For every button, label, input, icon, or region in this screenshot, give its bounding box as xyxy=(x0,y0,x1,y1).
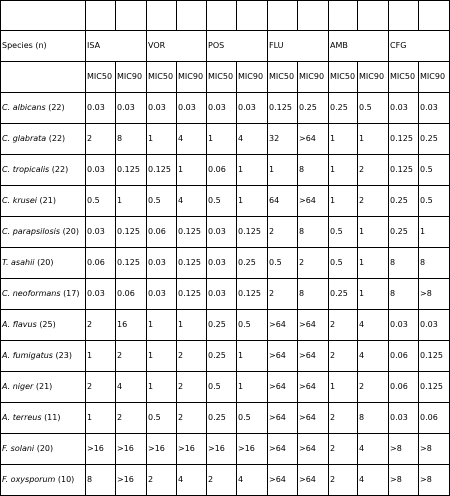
mic-subheader: MIC50 xyxy=(268,62,298,93)
species-cell xyxy=(1,155,86,186)
species-epithet: oxysporum xyxy=(10,475,56,484)
mic-value-cell: 1 xyxy=(329,124,358,155)
mic-value-cell: 0.03 xyxy=(207,279,237,310)
species-cell xyxy=(1,372,86,403)
mic-value-cell: >16 xyxy=(237,434,268,465)
mic-value-cell: 8 xyxy=(298,279,329,310)
species-epithet: albicans xyxy=(12,103,46,112)
mic-value-cell: 0.5 xyxy=(207,186,237,217)
mic-value-cell: 4 xyxy=(358,465,389,496)
mic-value-cell: 0.03 xyxy=(116,93,147,124)
mic-value-cell: 1 xyxy=(116,186,147,217)
mic-value-cell: 0.125 xyxy=(177,248,207,279)
mic-value-cell: 0.03 xyxy=(237,93,268,124)
mic-value-cell: 8 xyxy=(298,217,329,248)
species-count: (17) xyxy=(63,289,80,298)
mic-value-cell: 2 xyxy=(329,310,358,341)
species-genus: C. xyxy=(2,103,11,112)
spacer-cell xyxy=(419,1,450,31)
mic-subheader: MIC50 xyxy=(147,62,177,93)
mic-value-cell: 0.06 xyxy=(389,372,419,403)
species-epithet: neoformans xyxy=(12,289,61,298)
mic-value-cell: 0.06 xyxy=(207,155,237,186)
mic-value-cell: 2 xyxy=(116,403,147,434)
species-header: Species (n) xyxy=(1,31,86,62)
species-genus: C. xyxy=(2,196,11,205)
mic-value-cell: 16 xyxy=(116,310,147,341)
species-epithet: niger xyxy=(12,382,34,391)
mic-value-cell: 8 xyxy=(389,279,419,310)
mic-subheader: MIC90 xyxy=(116,62,147,93)
mic-value-cell: 0.5 xyxy=(237,403,268,434)
mic-value-cell: >64 xyxy=(298,434,329,465)
spacer-cell xyxy=(116,1,147,31)
drug-header-row xyxy=(1,31,450,62)
species-genus: C. xyxy=(2,289,11,298)
mic-value-cell: 8 xyxy=(86,465,116,496)
mic-value-cell: 0.125 xyxy=(237,217,268,248)
mic-value-cell: 0.125 xyxy=(116,155,147,186)
species-genus: C. xyxy=(2,227,11,236)
mic-value-cell: >16 xyxy=(147,434,177,465)
species-genus: C. xyxy=(2,165,11,174)
species-count: (23) xyxy=(55,351,72,360)
drug-header-amb: AMB xyxy=(329,31,389,62)
mic-value-cell: 0.5 xyxy=(419,155,450,186)
table-row xyxy=(1,465,450,496)
mic-value-cell: >64 xyxy=(298,124,329,155)
mic-value-cell: 4 xyxy=(177,186,207,217)
mic-value-cell: 1 xyxy=(358,279,389,310)
mic-value-cell: 2 xyxy=(86,124,116,155)
mic-value-cell: 0.25 xyxy=(207,310,237,341)
species-cell xyxy=(1,465,86,496)
species-count: (21) xyxy=(39,196,56,205)
spacer-cell xyxy=(237,1,268,31)
mic-value-cell: 32 xyxy=(268,124,298,155)
mic-value-cell: 0.03 xyxy=(147,248,177,279)
mic-subheader: MIC50 xyxy=(329,62,358,93)
mic-subheader: MIC90 xyxy=(298,62,329,93)
mic-value-cell: 0.25 xyxy=(237,248,268,279)
drug-header-flu: FLU xyxy=(268,31,329,62)
species-cell xyxy=(1,341,86,372)
table-row xyxy=(1,372,450,403)
species-count: (20) xyxy=(36,444,54,453)
mic-value-cell: >16 xyxy=(86,434,116,465)
mic-value-cell: 4 xyxy=(177,124,207,155)
table-spacer-row xyxy=(1,1,450,31)
species-epithet: terreus xyxy=(12,413,42,422)
mic-value-cell: 0.25 xyxy=(207,341,237,372)
species-cell xyxy=(1,217,86,248)
mic-value-cell: 1 xyxy=(147,124,177,155)
mic-value-cell: 2 xyxy=(177,372,207,403)
table-row xyxy=(1,310,450,341)
mic-value-cell: >16 xyxy=(116,434,147,465)
mic-value-cell: 1 xyxy=(419,217,450,248)
subheader-empty-cell xyxy=(1,62,86,93)
species-cell xyxy=(1,248,86,279)
table-row xyxy=(1,403,450,434)
mic-value-cell: >64 xyxy=(268,341,298,372)
species-cell xyxy=(1,434,86,465)
mic-value-cell: >64 xyxy=(268,310,298,341)
mic-value-cell: 0.125 xyxy=(237,279,268,310)
mic-value-cell: 0.5 xyxy=(237,310,268,341)
species-count: (21) xyxy=(35,382,53,391)
species-genus: A. xyxy=(2,320,11,329)
mic-value-cell: 1 xyxy=(147,372,177,403)
mic-value-cell: 0.25 xyxy=(389,217,419,248)
species-count: (20) xyxy=(37,258,54,267)
drug-header-pos: POS xyxy=(207,31,268,62)
table-row xyxy=(1,155,450,186)
spacer-cell xyxy=(207,1,237,31)
species-genus: T. xyxy=(2,258,9,267)
mic-value-cell: 1 xyxy=(329,372,358,403)
mic-value-cell: 0.03 xyxy=(207,93,237,124)
mic-value-cell: 0.5 xyxy=(86,186,116,217)
mic-value-cell: >8 xyxy=(389,434,419,465)
mic-value-cell: 8 xyxy=(419,248,450,279)
mic-value-cell: 1 xyxy=(86,403,116,434)
mic-value-cell: 0.125 xyxy=(419,372,450,403)
mic-value-cell: 0.125 xyxy=(116,248,147,279)
mic-value-cell: >64 xyxy=(268,403,298,434)
species-epithet: solani xyxy=(10,444,35,453)
species-cell xyxy=(1,93,86,124)
table-row xyxy=(1,217,450,248)
spacer-cell xyxy=(86,1,116,31)
mic-value-cell: 0.06 xyxy=(419,403,450,434)
mic-value-cell: 8 xyxy=(358,403,389,434)
mic-value-cell: 2 xyxy=(116,341,147,372)
mic-value-cell: 1 xyxy=(147,341,177,372)
species-count: (22) xyxy=(48,103,65,112)
spacer-cell xyxy=(177,1,207,31)
mic-value-cell: 0.03 xyxy=(147,93,177,124)
spacer-cell xyxy=(268,1,298,31)
mic-table-body xyxy=(1,1,450,496)
mic-value-cell: 0.125 xyxy=(268,93,298,124)
mic-value-cell: 0.25 xyxy=(298,93,329,124)
mic-value-cell: 1 xyxy=(268,155,298,186)
mic-value-cell: 2 xyxy=(147,465,177,496)
table-row xyxy=(1,124,450,155)
mic-value-cell: 0.25 xyxy=(419,124,450,155)
mic-value-cell: 2 xyxy=(329,403,358,434)
table-row xyxy=(1,434,450,465)
mic-value-cell: 0.03 xyxy=(177,93,207,124)
mic-value-cell: 1 xyxy=(358,124,389,155)
mic-value-cell: 0.5 xyxy=(329,248,358,279)
mic-value-cell: 1 xyxy=(237,186,268,217)
mic-value-cell: 0.06 xyxy=(116,279,147,310)
table-row xyxy=(1,248,450,279)
mic-value-cell: 0.06 xyxy=(147,217,177,248)
species-genus: C. xyxy=(2,134,11,143)
mic-value-cell: 4 xyxy=(358,341,389,372)
mic-value-cell: 0.125 xyxy=(389,155,419,186)
mic-value-cell: 2 xyxy=(329,341,358,372)
mic-value-cell: >8 xyxy=(419,434,450,465)
table-row xyxy=(1,279,450,310)
mic-value-cell: 2 xyxy=(358,186,389,217)
species-epithet: asahii xyxy=(11,258,35,267)
mic-value-cell: 0.03 xyxy=(207,248,237,279)
mic-value-cell: 1 xyxy=(147,310,177,341)
mic-value-cell: >64 xyxy=(298,310,329,341)
drug-header-isa: ISA xyxy=(86,31,147,62)
mic-value-cell: 1 xyxy=(329,155,358,186)
mic-subheader: MIC90 xyxy=(419,62,450,93)
mic-value-cell: 0.03 xyxy=(389,310,419,341)
species-count: (10) xyxy=(57,475,75,484)
mic-subheader-row xyxy=(1,62,450,93)
mic-value-cell: 1 xyxy=(177,155,207,186)
mic-value-cell: 2 xyxy=(268,279,298,310)
mic-value-cell: 2 xyxy=(177,403,207,434)
mic-value-cell: 1 xyxy=(329,186,358,217)
mic-value-cell: 2 xyxy=(86,372,116,403)
species-cell xyxy=(1,186,86,217)
mic-value-cell: 8 xyxy=(389,248,419,279)
mic-value-cell: 2 xyxy=(177,341,207,372)
mic-value-cell: 2 xyxy=(268,217,298,248)
mic-value-cell: 0.25 xyxy=(329,93,358,124)
species-epithet: krusei xyxy=(12,196,37,205)
mic-value-cell: >16 xyxy=(207,434,237,465)
mic-value-cell: >8 xyxy=(419,465,450,496)
drug-header-cfg: CFG xyxy=(389,31,450,62)
mic-value-cell: 0.125 xyxy=(116,217,147,248)
mic-value-cell: >64 xyxy=(298,465,329,496)
mic-value-cell: 0.5 xyxy=(207,372,237,403)
mic-value-cell: 0.06 xyxy=(389,341,419,372)
mic-subheader: MIC90 xyxy=(237,62,268,93)
spacer-cell xyxy=(1,1,86,31)
mic-value-cell: 0.125 xyxy=(177,217,207,248)
species-genus: A. xyxy=(2,413,11,422)
mic-value-cell: 1 xyxy=(237,341,268,372)
mic-value-cell: 0.5 xyxy=(358,93,389,124)
mic-value-cell: 4 xyxy=(237,124,268,155)
mic-subheader: MIC90 xyxy=(177,62,207,93)
species-count: (20) xyxy=(62,227,79,236)
spacer-cell xyxy=(329,1,358,31)
species-count: (25) xyxy=(39,320,56,329)
mic-value-cell: 2 xyxy=(329,434,358,465)
mic-value-cell: 4 xyxy=(177,465,207,496)
table-row xyxy=(1,93,450,124)
species-epithet: fumigatus xyxy=(12,351,53,360)
mic-value-cell: 0.5 xyxy=(329,217,358,248)
species-cell xyxy=(1,124,86,155)
spacer-cell xyxy=(147,1,177,31)
mic-value-cell: 0.5 xyxy=(419,186,450,217)
mic-value-cell: 0.5 xyxy=(147,186,177,217)
spacer-cell xyxy=(358,1,389,31)
mic-value-cell: 0.125 xyxy=(147,155,177,186)
mic-value-cell: 2 xyxy=(358,372,389,403)
species-epithet: flavus xyxy=(12,320,37,329)
mic-value-cell: 0.03 xyxy=(207,217,237,248)
mic-value-cell: >64 xyxy=(298,186,329,217)
mic-value-cell: >8 xyxy=(389,465,419,496)
mic-value-cell: 2 xyxy=(207,465,237,496)
mic-value-cell: 4 xyxy=(358,310,389,341)
mic-value-cell: 1 xyxy=(207,124,237,155)
mic-value-cell: >64 xyxy=(298,403,329,434)
species-epithet: glabrata xyxy=(12,134,47,143)
mic-value-cell: 4 xyxy=(116,372,147,403)
mic-value-cell: 1 xyxy=(237,155,268,186)
mic-subheader: MIC50 xyxy=(389,62,419,93)
mic-value-cell: 2 xyxy=(298,248,329,279)
mic-value-cell: 2 xyxy=(329,465,358,496)
mic-value-cell: 4 xyxy=(358,434,389,465)
mic-value-cell: 0.03 xyxy=(147,279,177,310)
species-genus: A. xyxy=(2,382,11,391)
mic-value-cell: >64 xyxy=(298,341,329,372)
spacer-cell xyxy=(298,1,329,31)
mic-value-cell: 1 xyxy=(177,310,207,341)
mic-value-cell: 0.03 xyxy=(86,217,116,248)
mic-subheader: MIC50 xyxy=(86,62,116,93)
species-cell xyxy=(1,279,86,310)
mic-value-cell: >64 xyxy=(298,372,329,403)
species-genus: F. xyxy=(2,475,9,484)
species-count: (11) xyxy=(44,413,61,422)
mic-value-cell: >16 xyxy=(177,434,207,465)
mic-value-cell: 1 xyxy=(86,341,116,372)
species-genus: F. xyxy=(2,444,9,453)
mic-value-cell: 1 xyxy=(358,217,389,248)
species-cell xyxy=(1,310,86,341)
table-row xyxy=(1,341,450,372)
mic-value-cell: 0.5 xyxy=(268,248,298,279)
mic-value-cell: 0.25 xyxy=(329,279,358,310)
species-epithet: parapsilosis xyxy=(12,227,61,236)
mic-value-cell: 0.03 xyxy=(419,310,450,341)
spacer-cell xyxy=(389,1,419,31)
mic-value-cell: >64 xyxy=(268,434,298,465)
mic-value-cell: 0.03 xyxy=(389,403,419,434)
species-count: (22) xyxy=(51,165,69,174)
mic-value-cell: 8 xyxy=(298,155,329,186)
mic-value-cell: 0.03 xyxy=(86,93,116,124)
mic-value-cell: 64 xyxy=(268,186,298,217)
mic-value-cell: 0.125 xyxy=(389,124,419,155)
mic-value-cell: 0.06 xyxy=(86,248,116,279)
mic-value-cell: 0.03 xyxy=(419,93,450,124)
species-cell xyxy=(1,403,86,434)
mic-value-cell: 0.03 xyxy=(86,155,116,186)
mic-value-cell: 0.25 xyxy=(389,186,419,217)
mic-value-cell: 0.5 xyxy=(147,403,177,434)
mic-value-cell: 2 xyxy=(86,310,116,341)
mic-value-cell: 0.125 xyxy=(419,341,450,372)
mic-value-cell: >8 xyxy=(419,279,450,310)
mic-value-cell: 8 xyxy=(116,124,147,155)
species-epithet: tropicalis xyxy=(12,165,50,174)
table-row xyxy=(1,186,450,217)
mic-value-cell: 0.03 xyxy=(389,93,419,124)
mic-value-cell: 4 xyxy=(237,465,268,496)
mic-value-cell: >16 xyxy=(116,465,147,496)
mic-value-cell: 1 xyxy=(237,372,268,403)
mic-subheader: MIC50 xyxy=(207,62,237,93)
species-count: (22) xyxy=(48,134,66,143)
mic-value-cell: 2 xyxy=(358,155,389,186)
species-genus: A. xyxy=(2,351,11,360)
mic-value-cell: 0.03 xyxy=(86,279,116,310)
drug-header-vor: VOR xyxy=(147,31,207,62)
mic-value-cell: >64 xyxy=(268,465,298,496)
mic-value-cell: 0.25 xyxy=(207,403,237,434)
mic-value-cell: 1 xyxy=(358,248,389,279)
mic-value-cell: >64 xyxy=(268,372,298,403)
mic-subheader: MIC90 xyxy=(358,62,389,93)
mic-value-cell: 0.125 xyxy=(177,279,207,310)
